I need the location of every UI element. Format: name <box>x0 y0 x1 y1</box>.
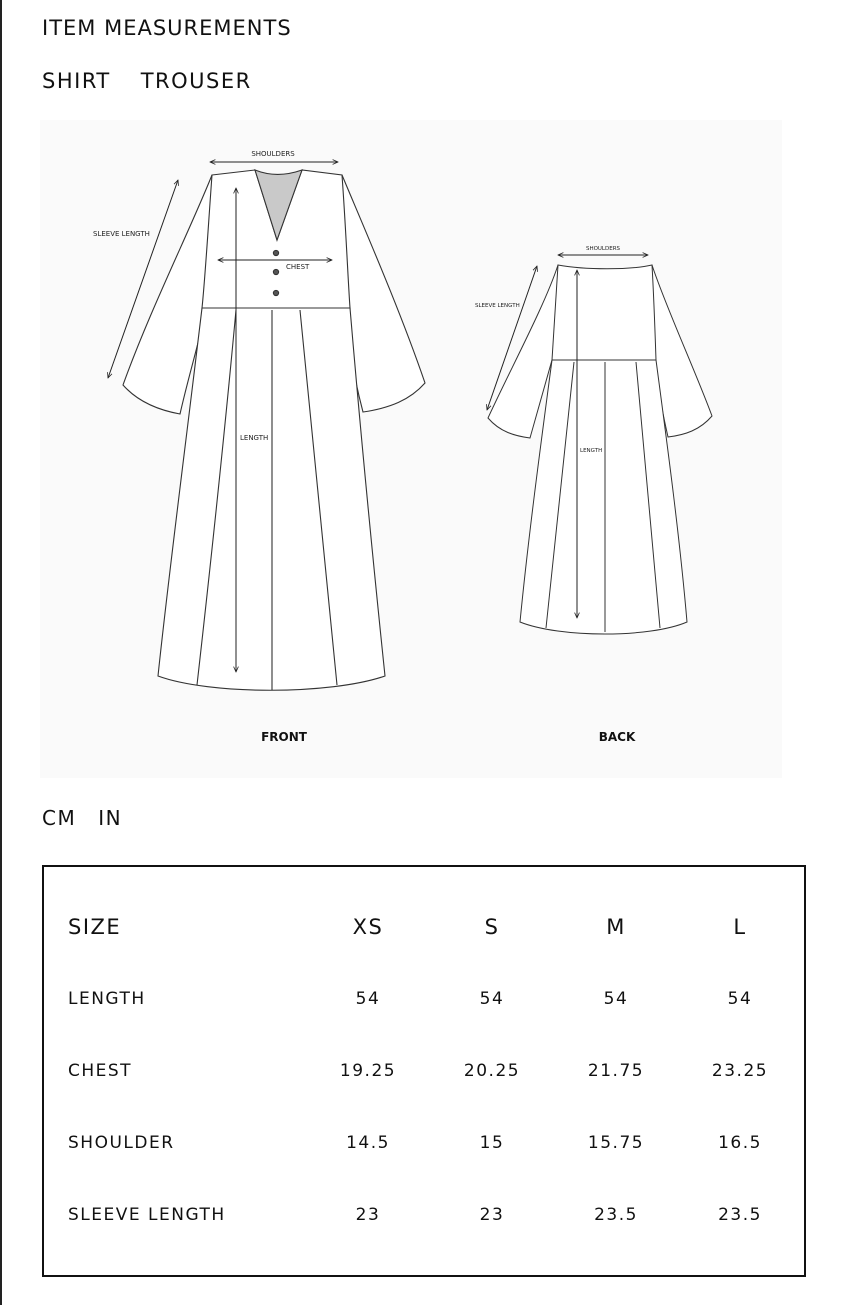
table-header-row <box>68 891 802 963</box>
row-label: SLEEVE LENGTH <box>68 1205 226 1225</box>
front-shoulders-label: SHOULDERS <box>251 150 295 158</box>
table-cell: 19.25 <box>339 1061 397 1081</box>
table-cell: 54 <box>603 989 629 1009</box>
table-cell: 15 <box>479 1133 505 1153</box>
unit-cm[interactable]: CM <box>42 806 77 830</box>
table-cell: 16.5 <box>718 1133 762 1153</box>
measurement-diagram <box>40 120 782 778</box>
table-cell: 54 <box>479 989 505 1009</box>
header-size: SIZE <box>68 915 122 939</box>
header-xs: XS <box>352 915 384 939</box>
table-row <box>68 963 802 1035</box>
size-table <box>68 891 802 1251</box>
left-border <box>0 0 2 1305</box>
header-m: M <box>606 915 626 939</box>
unit-toggle <box>42 806 122 830</box>
table-cell: 14.5 <box>346 1133 390 1153</box>
tab-trouser[interactable]: TROUSER <box>140 69 252 93</box>
unit-in[interactable]: IN <box>98 806 123 830</box>
back-sleeve-label: SLEEVE LENGTH <box>475 303 520 309</box>
page-title: ITEM MEASUREMENTS <box>42 16 292 40</box>
row-label: SHOULDER <box>68 1133 175 1153</box>
row-label: CHEST <box>68 1061 133 1081</box>
table-row <box>68 1035 802 1107</box>
front-chest-label: CHEST <box>286 263 310 271</box>
table-cell: 15.75 <box>587 1133 645 1153</box>
back-length-label: LENGTH <box>580 448 603 454</box>
front-caption: FRONT <box>261 730 307 744</box>
front-sleeve-label: SLEEVE LENGTH <box>93 230 150 238</box>
garment-tabs <box>42 69 252 93</box>
header-l: L <box>733 915 747 939</box>
table-cell: 23.25 <box>711 1061 769 1081</box>
table-cell: 20.25 <box>463 1061 521 1081</box>
back-shoulders-label: SHOULDERS <box>585 246 621 252</box>
front-length-label: LENGTH <box>240 434 269 442</box>
size-table-box <box>42 865 806 1277</box>
table-cell: 23 <box>479 1205 505 1225</box>
table-row <box>68 1179 802 1251</box>
table-cell: 21.75 <box>587 1061 645 1081</box>
table-cell: 23.5 <box>594 1205 638 1225</box>
table-cell: 23 <box>355 1205 381 1225</box>
table-cell: 54 <box>727 989 753 1009</box>
row-label: LENGTH <box>68 989 146 1009</box>
header-s: S <box>484 915 500 939</box>
table-cell: 23.5 <box>718 1205 762 1225</box>
table-row <box>68 1107 802 1179</box>
table-cell: 54 <box>355 989 381 1009</box>
tab-shirt[interactable]: SHIRT <box>42 69 111 93</box>
back-caption: BACK <box>598 730 636 744</box>
